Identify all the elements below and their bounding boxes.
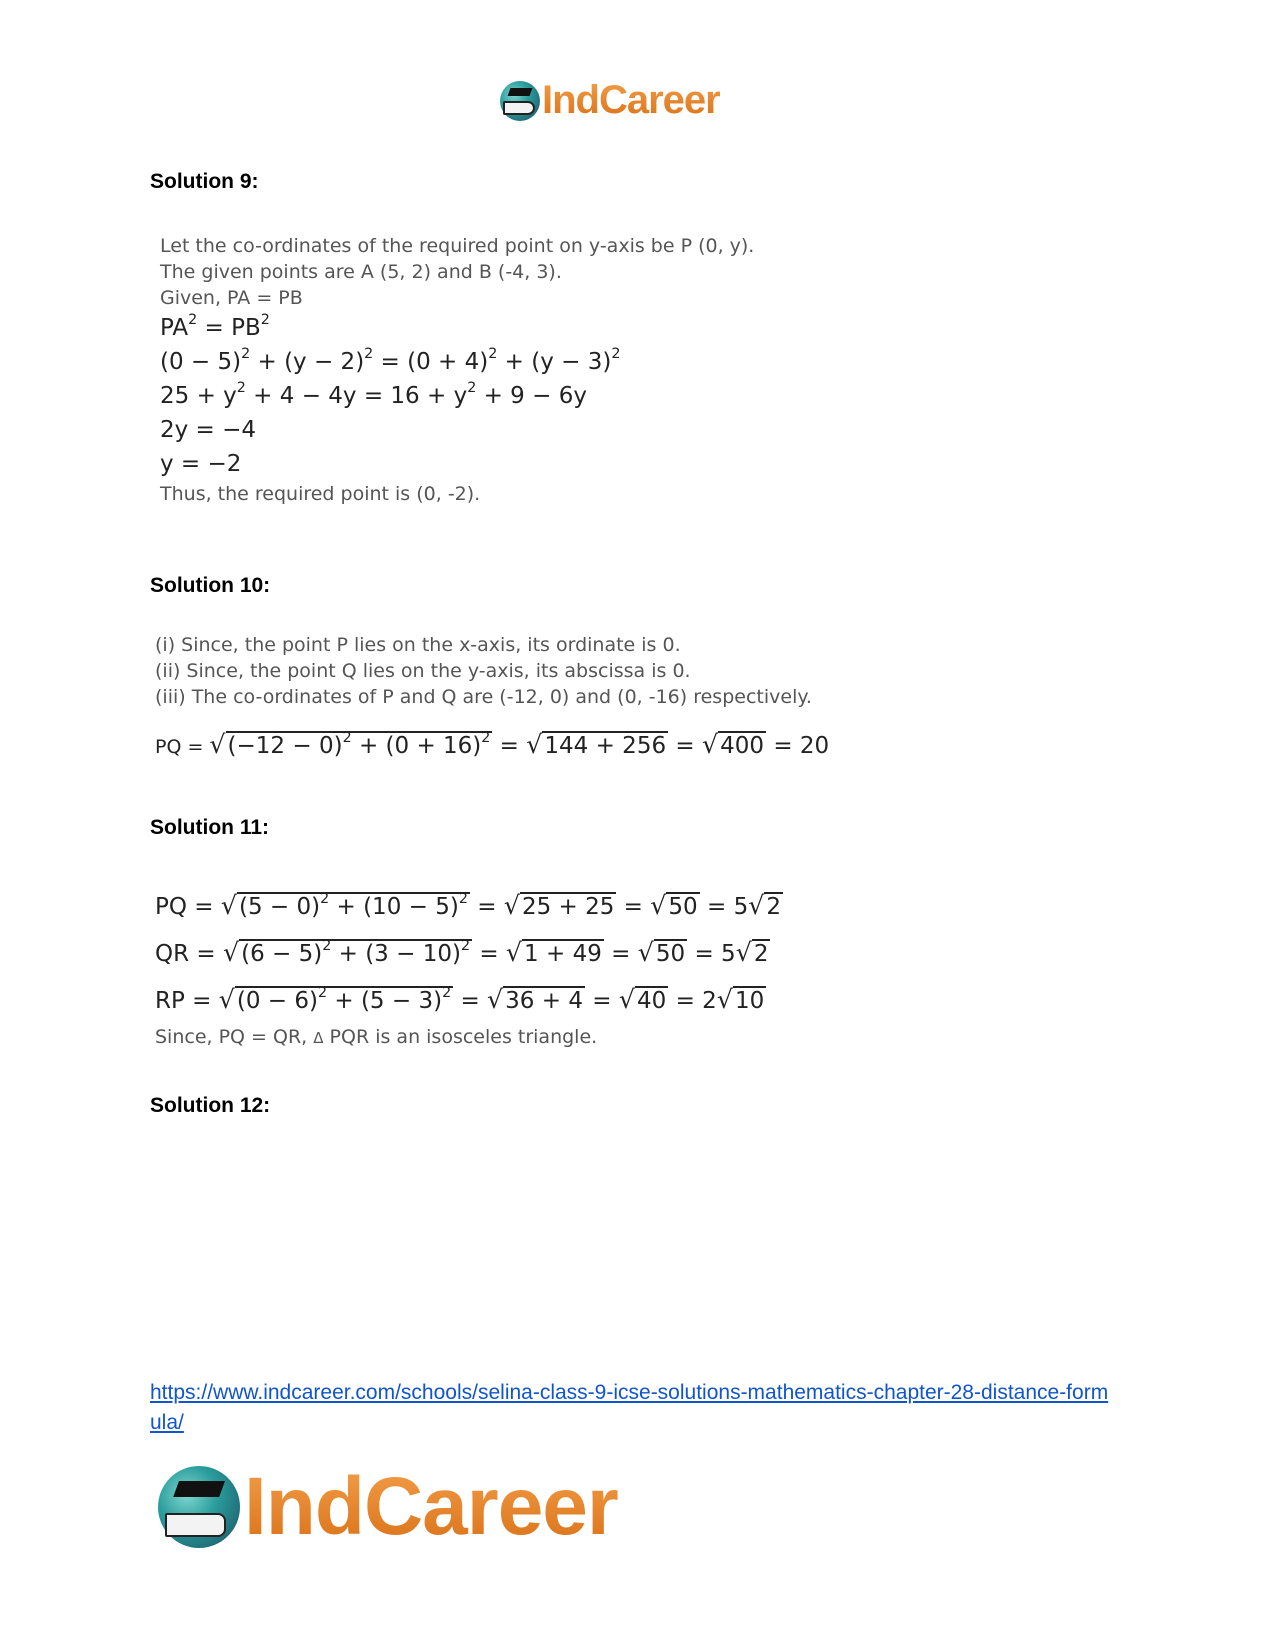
- solution-11-pq-equation: PQ = $√(5 - 0)^2 + (10 - 5)^2 = √25 + 25 = √50 = 5√2$: [155, 891, 781, 920]
- solution-10-line: (i) Since, the point P lies on the x-axis, its ordinate is 0.: [155, 634, 681, 656]
- footer-logo: [158, 1460, 618, 1554]
- solution-9-equation: $25 + y^2 + 4 - 4y = 16 + y^2 + 9 - 6y$: [160, 380, 587, 409]
- logo-text: IndCareer: [542, 78, 720, 122]
- solution-9-conclusion: Thus, the required point is (0, -2).: [160, 483, 481, 505]
- logo-text: IndCareer: [244, 1461, 618, 1552]
- solution-10-line: (ii) Since, the point Q lies on the y-axis, its abscissa is 0.: [155, 660, 691, 682]
- solution-9-line: Let the co-ordinates of the required point on y-axis be P (0, y).: [160, 235, 755, 257]
- solution-9-equation: y = −2: [160, 451, 242, 477]
- source-link[interactable]: https://www.indcareer.com/schools/selina-class-9-icse-solutions-mathematics-chapter-28-distance-formula/: [150, 1381, 1109, 1434]
- triangle-icon: Δ: [313, 1029, 324, 1047]
- solution-9-body: [160, 233, 754, 507]
- solution-11-qr-equation: QR = $√(6 - 5)^2 + (3 - 10)^2 = √1 + 49 = √50 = 5√2$: [155, 938, 769, 967]
- solution-11-rp-equation: RP = $√(0 - 6)^2 + (5 - 3)^2 = √36 + 4 = √40 = 2√10$: [155, 985, 765, 1014]
- solution-9-equation: $PA^2 = PB^2$: [160, 312, 270, 341]
- solution-9-line: Given, PA = PB: [160, 287, 303, 309]
- logo-globe-icon: [500, 81, 540, 121]
- solution-12-heading: Solution 12:: [150, 1094, 271, 1117]
- solution-9-equation: $(0 - 5)^2 + (y - 2)^2 = (0 + 4)^2 + (y - 3)^2$: [160, 346, 621, 375]
- solution-10-pq-equation: PQ = $√(-12 - 0)^2 + (0 + 16)^2 = √144 + 256 = √400 = 20$: [155, 730, 830, 759]
- solution-10-body: [155, 632, 829, 763]
- solution-11-body: [155, 883, 783, 1051]
- header-logo: [500, 78, 720, 123]
- solution-9-heading: Solution 9:: [150, 170, 259, 193]
- solution-9-line: The given points are A (5, 2) and B (-4, 3).: [160, 261, 562, 283]
- solution-11-heading: Solution 11:: [150, 816, 270, 839]
- logo-globe-icon: [158, 1466, 240, 1548]
- solution-10-heading: Solution 10:: [150, 574, 271, 597]
- solution-11-conclusion: Since, PQ = QR, Δ PQR is an isosceles triangle.: [155, 1026, 598, 1048]
- solution-9-equation: 2y = −4: [160, 417, 257, 443]
- solution-10-line: (iii) The co-ordinates of P and Q are (-12, 0) and (0, -16) respectively.: [155, 686, 812, 708]
